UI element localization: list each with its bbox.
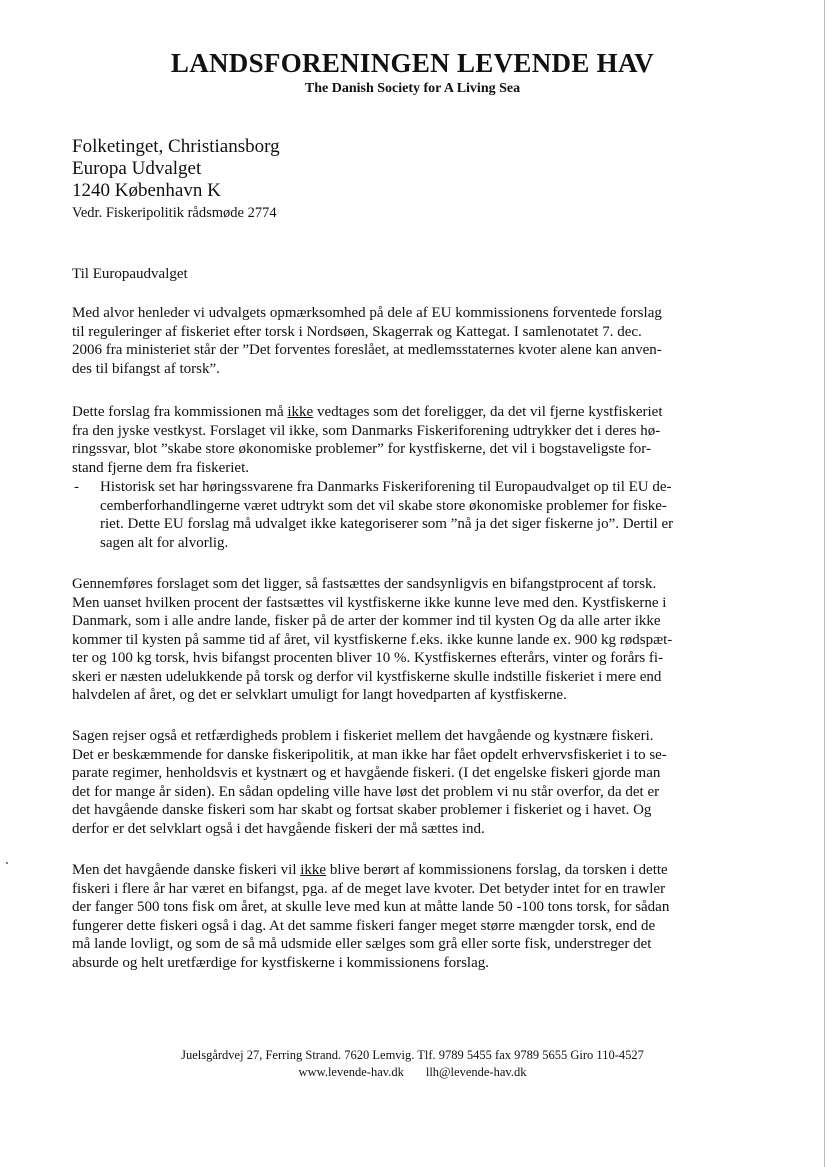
paragraph-line: må lande lovligt, og som de så må udsmide eller sælges som grå eller sorte fisk, understreger det	[72, 936, 652, 952]
organization-name: LANDSFORENINGEN LEVENDE HAV	[170, 48, 655, 78]
paragraph-line: 2006 fra ministeriet står der ”Det forventes foreslået, at medlemsstaternes kvoter alene kan anven-	[72, 342, 662, 358]
recipient-address	[72, 136, 280, 223]
paragraph-line: Men uanset hvilken procent der fastsættes vil kystfiskerne ikke kunne leve med den. Kystfiskerne i	[72, 594, 667, 611]
paragraph-line: sagen alt for alvorlig.	[100, 534, 229, 551]
paragraph-line: stand fjerne dem fra fiskeriet.	[72, 459, 250, 476]
paragraph-line: Det er beskæmmende for danske fiskeripolitik, at man ikke har fået opdelt erhvervsfiskeriet i to se-	[72, 746, 667, 763]
bullet-marker: -	[74, 479, 79, 495]
paragraph-line: Sagen rejser også et retfærdigheds problem i fiskeriet mellem det havgående og kystnære fiskeri.	[72, 728, 654, 744]
paragraph-line: cemberforhandlingerne været udtrykt som det vil skabe store økonomiske problemer for fiske-	[100, 497, 667, 514]
paragraph-4	[72, 727, 744, 838]
paragraph-line: der fanger 500 tons fisk om året, at skulle leve med kun at måtte lande 50 -100 tons torsk, for sådan	[72, 899, 670, 915]
paragraph-3	[72, 575, 744, 705]
paragraph-line: kommer til kysten på samme tid af året, vil kystfiskerne f.eks. ikke kunne lande ex. 900 kg rødspæt-	[72, 631, 673, 648]
salutation: Til Europaudvalget	[72, 266, 188, 282]
text-run: Men det havgående danske fiskeri vil	[72, 862, 301, 878]
recipient-line-2: Europa Udvalget	[72, 158, 202, 179]
paragraph-line: ringssvar, blot ”skabe store økonomiske problemer” for kystfiskerne, det vil i bogstaveligste for-	[72, 441, 651, 457]
recipient-line-1: Folketinget, Christiansborg	[72, 136, 280, 157]
website-link[interactable]: www.levende-hav.dk	[298, 1065, 404, 1079]
footer-contact	[0, 1064, 825, 1081]
letterhead	[0, 48, 825, 98]
paragraph-line: fiskeri i flere år har været en bifangst, pga. af de meget lave kvoter. Det betyder intet for en trawler	[72, 880, 666, 897]
subject-line: Vedr. Fiskeripolitik rådsmøde 2774	[72, 205, 277, 221]
organization-subtitle: The Danish Society for A Living Sea	[304, 81, 521, 96]
email-link[interactable]: llh@levende-hav.dk	[425, 1065, 527, 1079]
paragraph-line: parate regimer, henholdsvis et kystnært og et havgående fiskeri. (I det engelske fiskeri gjorde man	[72, 765, 661, 781]
paragraph-line	[72, 403, 744, 422]
underlined-word: ikke	[300, 862, 327, 878]
paragraph-line: skeri er næsten udelukkende på torsk og derfor vil kystfiskerne skulle indstille fiskeriet i mere end	[72, 668, 662, 685]
paragraph-line: Historisk set har høringssvarene fra Danmarks Fiskeriforening til Europaudvalget op til EU de-	[100, 479, 672, 495]
paragraph-line: riet. Dette EU forslag må udvalget ikke kategoriserer som ”nå ja det siger fiskerne jo”. Dertil er	[100, 516, 674, 532]
paragraph-line: Med alvor henleder vi udvalgets opmærksomhed på dele af EU kommissionens forventede forslag	[72, 305, 662, 321]
paragraph-line: til reguleringer af fiskeriet efter torsk i Nordsøen, Skagerrak og Kattegat. I samlenotatet 7. dec.	[72, 323, 642, 340]
paragraph-1	[72, 304, 744, 378]
paragraph-line: Danmark, som i alle andre lande, fisker på de arter der kommer ind til kysten Og da alle arter ikke	[72, 613, 661, 629]
paragraph-line: halvdelen af året, og det er selvklart umuligt for langt hovedparten af kystfiskerne.	[72, 687, 567, 703]
paragraph-2	[72, 403, 744, 477]
underlined-word: ikke	[287, 404, 314, 420]
recipient-line-3: 1240 København K	[72, 180, 221, 201]
letter-footer	[0, 1047, 825, 1081]
bullet-text	[100, 478, 673, 552]
paragraph-line: det for mange år siden). En sådan opdeling ville have løst det problem vi nu står overfor, da det er	[72, 783, 660, 800]
paragraph-line: ter og 100 kg torsk, hvis bifangst procenten bliver 10 %. Kystfiskernes efterårs, vinter og forårs fi-	[72, 650, 664, 666]
paragraph-line: absurde og helt uretfærdige for kystfiskerne i kommissionens forslag.	[72, 954, 489, 971]
paragraph-5	[72, 861, 744, 972]
paragraph-line: Gennemføres forslaget som det ligger, så fastsættes der sandsynligvis en bifangstprocent af torsk.	[72, 576, 657, 592]
paragraph-line	[72, 861, 744, 880]
text-run: Dette forslag fra kommissionen må	[72, 404, 288, 420]
paragraph-line: des til bifangst af torsk”.	[72, 360, 220, 377]
text-run: vedtages som det foreligger, da det vil fjerne kystfiskeriet	[313, 404, 663, 420]
paragraph-line: derfor er det selvklart også i det havgående fiskeri der må sættes ind.	[72, 820, 485, 837]
footer-address: Juelsgårdvej 27, Ferring Strand. 7620 Lemvig. Tlf. 9789 5455 fax 9789 5655 Giro 110-4527	[181, 1048, 644, 1062]
paragraph-line: fra den jyske vestkyst. Forslaget vil ikke, som Danmarks Fiskeriforening udtrykker det i deres hø-	[72, 422, 661, 439]
paragraph-line: det havgående danske fiskeri som har skabt og fortsat skaber problemer i fiskeriet og i havet. Og	[72, 802, 652, 818]
scan-speck	[6, 862, 8, 864]
paragraph-line: fungerer dette fiskeri også i dag. At det samme fiskeri fanger meget større mængder torsk, end de	[72, 917, 656, 934]
text-run: blive berørt af kommissionens forslag, da torsken i dette	[326, 862, 668, 878]
